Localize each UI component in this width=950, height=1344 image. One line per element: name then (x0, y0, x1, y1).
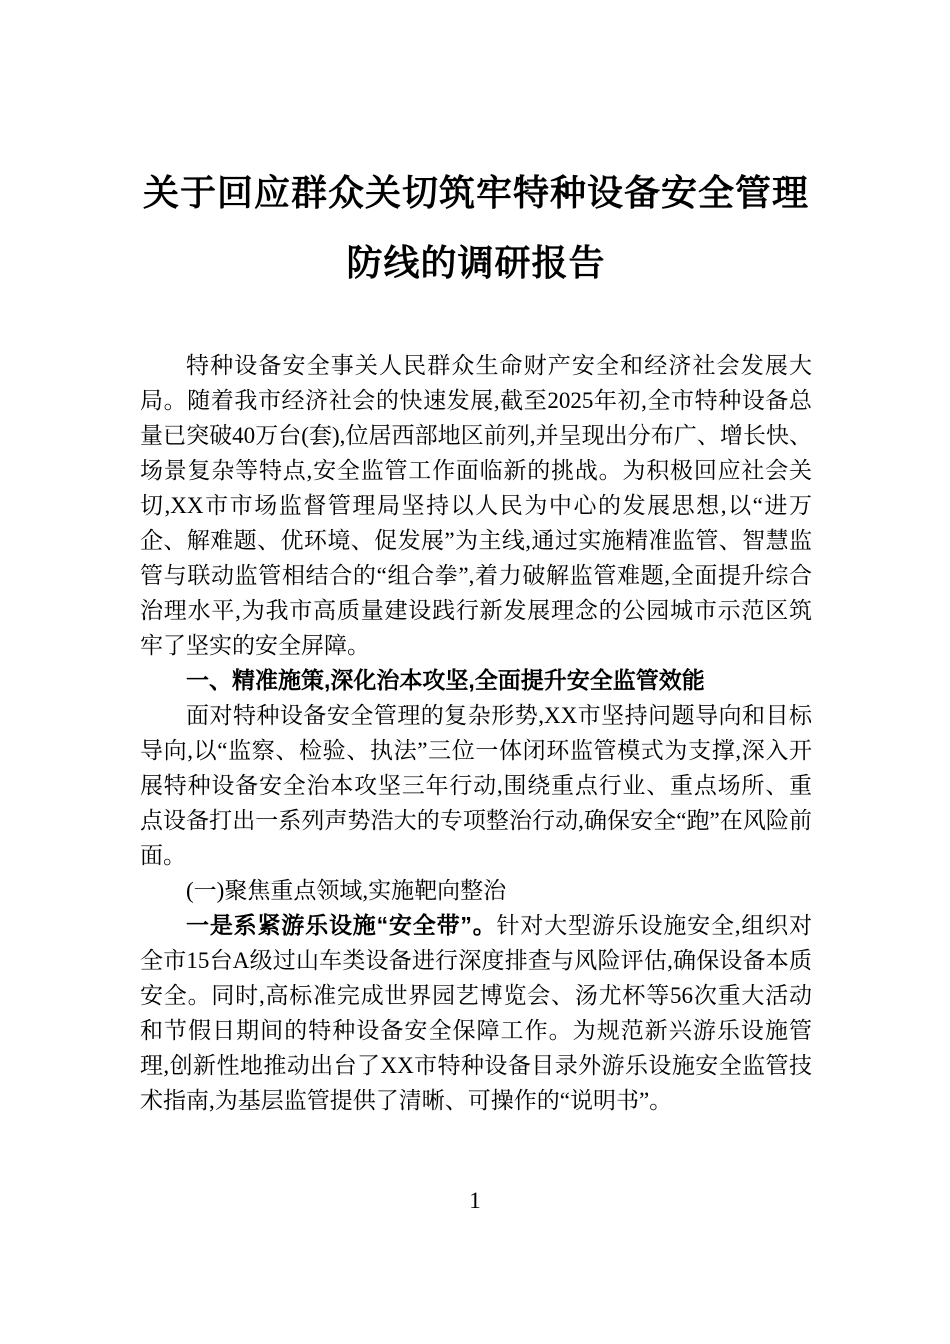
section-1-heading: 一、精准施策,深化治本攻坚,全面提升安全监管效能 (186, 667, 705, 693)
subsection-1-heading: (一)聚焦重点领域,实施靶向整治 (186, 878, 507, 903)
paragraph-intro: 特种设备安全事关人民群众生命财产安全和经济社会发展大局。随着我市经济社会的快速发展,截至2025年初,全市特种设备总量已突破40万台(套),位居西部地区前列,并呈现出分布广、增长快、场景复杂等特点,安全监管工作面临新的挑战。为积极回应社会关切,XX市市场监督管理局坚持以人民为中心的发展思想,以“进万企、解难题、优环境、促发展”为主线,通过实施精准监管、智慧监管与联动监管相结合的“组合拳”,着力破解监管难题,全面提升综合治理水平,为我市高质量建设践行新发展理念的公园城市示范区筑牢了坚实的安全屏障。 (140, 353, 812, 658)
paragraph-point-1 (140, 908, 812, 1118)
document-body (140, 348, 812, 1118)
title-line-2: 防线的调研报告 (346, 242, 606, 283)
point-1-body: 针对大型游乐设施安全,组织对全市15台A级过山车类设备进行深度排查与风险评估,确保设备本质安全。同时,高标准完成世界园艺博览会、汤尤杯等56次重大活动和节假日期间的特种设备安全保障工作。为规范新兴游乐设施管理,创新性地推动出台了XX市特种设备目录外游乐设施安全监管技术指南,为基层监管提供了清晰、可操作的“说明书”。 (140, 913, 813, 1113)
title-line-1: 关于回应群众关切筑牢特种设备安全管理 (142, 172, 809, 213)
document-title (140, 158, 812, 298)
point-1-lead: 一是系紧游乐设施“安全带”。 (186, 912, 497, 938)
page-number: 1 (469, 1188, 481, 1213)
paragraph-section-1-body: 面对特种设备安全管理的复杂形势,XX市坚持问题导向和目标导向,以“监察、检验、执法”三位一体闭环监管模式为支撑,深入开展特种设备安全治本攻坚三年行动,围绕重点行业、重点场所、重点设备打出一系列声势浩大的专项整治行动,确保安全“跑”在风险前面。 (140, 703, 812, 868)
